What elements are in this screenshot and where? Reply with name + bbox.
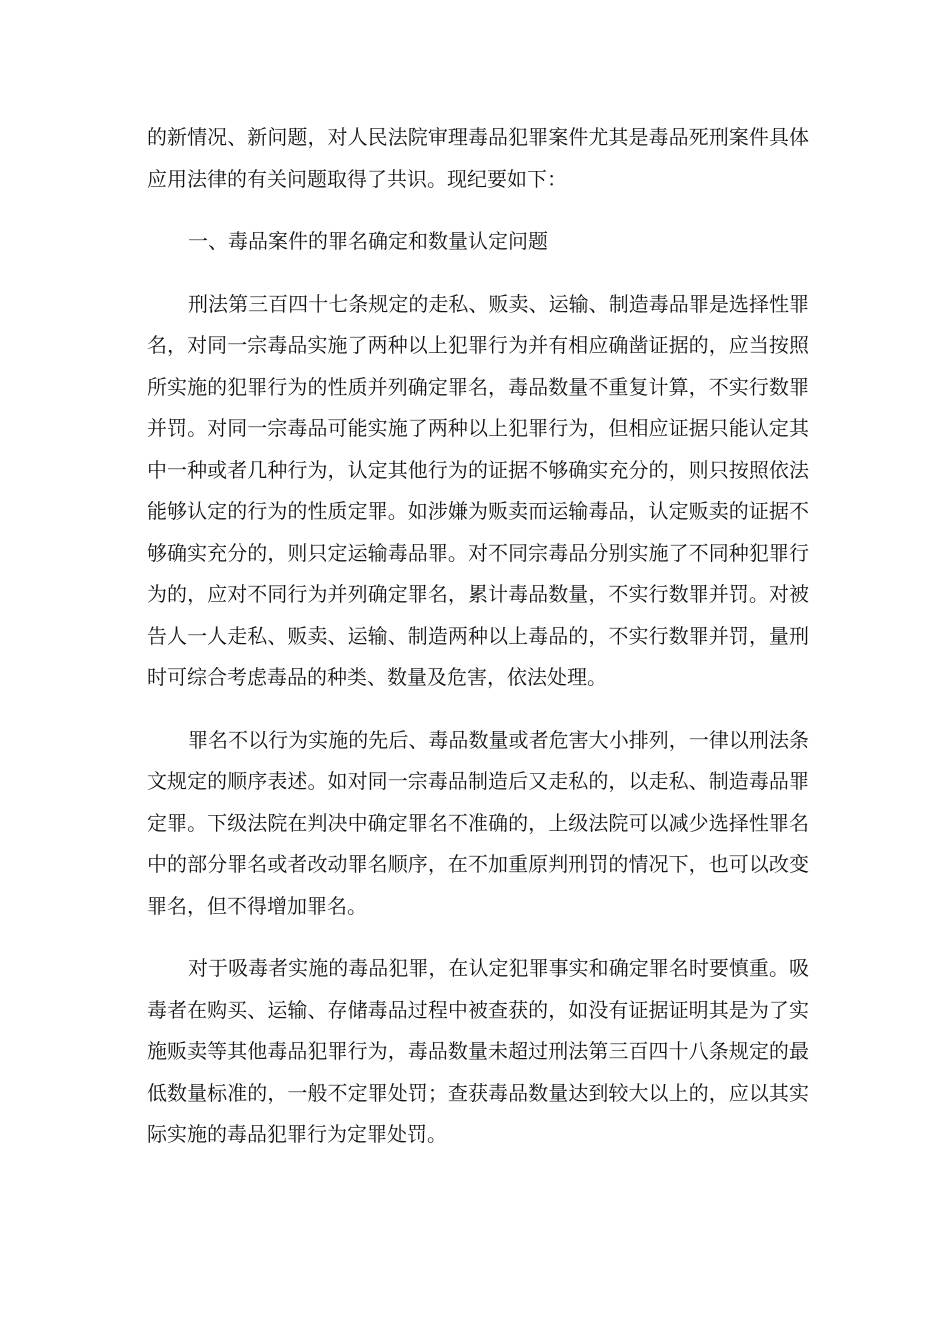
section-heading: 一、毒品案件的罪名确定和数量认定问题 [188, 229, 548, 253]
document-page [147, 117, 809, 1156]
paragraph-intro-continuation: 的新情况、新问题，对人民法院审理毒品犯罪案件尤其是毒品死刑案件具体应用法律的有关问题取得了共识。现纪要如下： [147, 125, 809, 191]
paragraph-drug-users: 对于吸毒者实施的毒品犯罪，在认定犯罪事实和确定罪名时要慎重。吸毒者在购买、运输、存储毒品过程中被查获的，如没有证据证明其是为了实施贩卖等其他毒品犯罪行为，毒品数量未超过刑法第三百四十八条规定的最低数量标准的，一般不定罪处罚；查获毒品数量达到较大以上的，应以其实际实施的毒品犯罪行为定罪处罚。 [147, 956, 809, 1146]
paragraph-charge-determination: 刑法第三百四十七条规定的走私、贩卖、运输、制造毒品罪是选择性罪名，对同一宗毒品实施了两种以上犯罪行为并有相应确凿证据的，应当按照所实施的犯罪行为的性质并列确定罪名，毒品数量不重复计算，不实行数罪并罚。对同一宗毒品可能实施了两种以上犯罪行为，但相应证据只能认定其中一种或者几种行为，认定其他行为的证据不够确实充分的，则只按照依法能够认定的行为的性质定罪。如涉嫌为贩卖而运输毒品，认定贩卖的证据不够确实充分的，则只定运输毒品罪。对不同宗毒品分别实施了不同种犯罪行为的，应对不同行为并列确定罪名，累计毒品数量，不实行数罪并罚。对被告人一人走私、贩卖、运输、制造两种以上毒品的，不实行数罪并罚，量刑时可综合考虑毒品的种类、数量及危害，依法处理。 [147, 291, 809, 689]
paragraph-charge-order: 罪名不以行为实施的先后、毒品数量或者危害大小排列，一律以刑法条文规定的顺序表述。如对同一宗毒品制造后又走私的，以走私、制造毒品罪定罪。下级法院在判决中确定罪名不准确的，上级法院可以减少选择性罪名中的部分罪名或者改动罪名顺序，在不加重原判刑罚的情况下，也可以改变罪名，但不得增加罪名。 [147, 727, 809, 918]
